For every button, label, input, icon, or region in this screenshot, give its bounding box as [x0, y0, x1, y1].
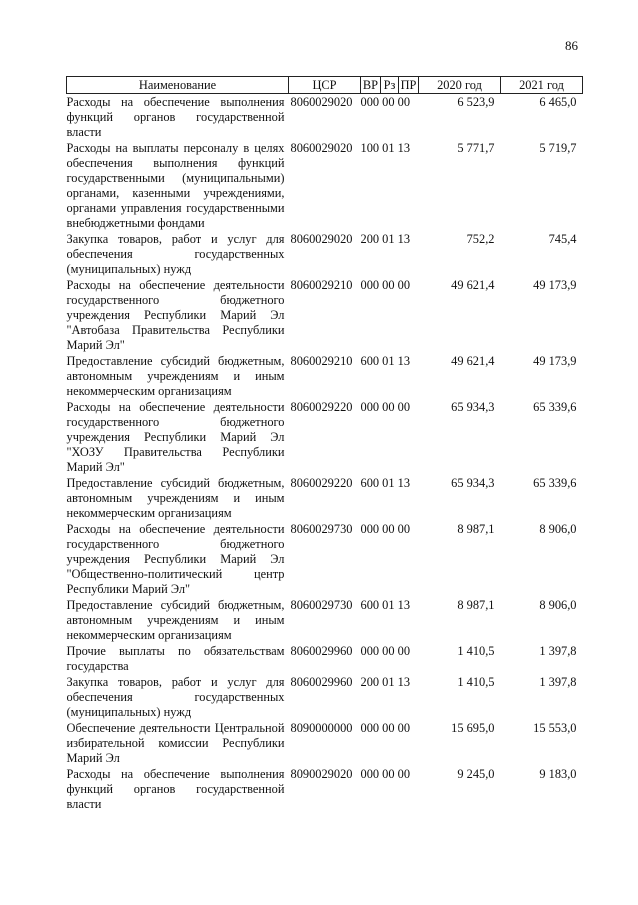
- table-row: [67, 399, 583, 475]
- header-vr: ВР: [361, 77, 381, 94]
- row-name: Предоставление субсидий бюджетным, автономным учреждениям и иным некоммерческим организациям: [66, 476, 285, 520]
- row-value-2021: 49 173,9: [533, 354, 577, 368]
- row-name: Расходы на выплаты персоналу в целях обеспечения выполнения функций государственными (муниципальными) органами, казенными учреждениями, органами управления государственными внебюджетными фондами: [66, 141, 285, 230]
- table-row: [67, 674, 583, 720]
- row-name: Обеспечение деятельности Центральной избирательной комиссии Республики Марий Эл: [66, 721, 285, 765]
- row-csr: 8060029210: [290, 278, 353, 292]
- table-row: [67, 140, 583, 231]
- row-value-2021: 8 906,0: [539, 598, 577, 612]
- row-csr: 8090000000: [290, 721, 353, 735]
- table-row: [67, 277, 583, 353]
- row-value-2020: 8 987,1: [457, 522, 495, 536]
- row-value-2020: 5 771,7: [457, 141, 495, 155]
- header-2020: 2020 год: [419, 77, 501, 94]
- header-name: Наименование: [67, 77, 289, 94]
- row-value-2021: 49 173,9: [533, 278, 577, 292]
- row-value-2021: 6 465,0: [539, 95, 577, 109]
- budget-table: [66, 76, 583, 812]
- row-codes: 600 01 13: [360, 354, 411, 368]
- table-body: [67, 94, 583, 813]
- row-value-2020: 9 245,0: [457, 767, 495, 781]
- row-codes: 200 01 13: [360, 232, 411, 246]
- row-value-2021: 5 719,7: [539, 141, 577, 155]
- header-csr: ЦСР: [289, 77, 361, 94]
- row-name: Прочие выплаты по обязательствам государства: [66, 644, 285, 673]
- row-codes: 100 01 13: [360, 141, 411, 155]
- table-header-row: [67, 77, 583, 94]
- row-csr: 8060029960: [290, 675, 353, 689]
- row-csr: 8060029220: [290, 476, 353, 490]
- row-codes: 000 00 00: [360, 721, 411, 735]
- row-codes: 000 00 00: [360, 522, 411, 536]
- row-value-2021: 15 553,0: [533, 721, 577, 735]
- header-rz: Рз: [381, 77, 399, 94]
- row-value-2021: 65 339,6: [533, 400, 577, 414]
- table-row: [67, 231, 583, 277]
- row-codes: 200 01 13: [360, 675, 411, 689]
- row-codes: 000 00 00: [360, 767, 411, 781]
- row-value-2021: 9 183,0: [539, 767, 577, 781]
- row-value-2021: 1 397,8: [539, 644, 577, 658]
- row-value-2021: 65 339,6: [533, 476, 577, 490]
- row-codes: 000 00 00: [360, 278, 411, 292]
- row-codes: 600 01 13: [360, 476, 411, 490]
- row-csr: 8060029020: [290, 141, 353, 155]
- row-csr: 8060029730: [290, 522, 353, 536]
- row-csr: 8060029020: [290, 232, 353, 246]
- table-row: [67, 643, 583, 674]
- row-codes: 000 00 00: [360, 644, 411, 658]
- row-value-2021: 1 397,8: [539, 675, 577, 689]
- table-row: [67, 475, 583, 521]
- header-pr: ПР: [399, 77, 419, 94]
- row-csr: 8060029730: [290, 598, 353, 612]
- row-name: Предоставление субсидий бюджетным, автономным учреждениям и иным некоммерческим организациям: [66, 354, 285, 398]
- table-row: [67, 521, 583, 597]
- row-name: Закупка товаров, работ и услуг для обеспечения государственных (муниципальных) нужд: [66, 232, 285, 276]
- row-csr: 8060029210: [290, 354, 353, 368]
- row-value-2020: 49 621,4: [451, 354, 495, 368]
- row-codes: 600 01 13: [360, 598, 411, 612]
- row-name: Расходы на обеспечение деятельности государственного бюджетного учреждения Республики Марий Эл "ХОЗУ Правительства Республики Марий Эл": [66, 400, 285, 474]
- row-value-2020: 49 621,4: [451, 278, 495, 292]
- page-number: 86: [565, 38, 578, 53]
- row-value-2020: 65 934,3: [451, 476, 495, 490]
- row-value-2020: 6 523,9: [457, 95, 495, 109]
- row-csr: 8060029960: [290, 644, 353, 658]
- row-value-2020: 8 987,1: [457, 598, 495, 612]
- table-row: [67, 597, 583, 643]
- row-name: Предоставление субсидий бюджетным, автономным учреждениям и иным некоммерческим организациям: [66, 598, 285, 642]
- row-value-2021: 745,4: [548, 232, 577, 246]
- row-csr: 8060029020: [290, 95, 353, 109]
- row-value-2020: 752,2: [466, 232, 495, 246]
- row-csr: 8090029020: [290, 767, 353, 781]
- row-codes: 000 00 00: [360, 95, 411, 109]
- row-name: Закупка товаров, работ и услуг для обеспечения государственных (муниципальных) нужд: [66, 675, 285, 719]
- row-name: Расходы на обеспечение выполнения функций органов государственной власти: [66, 95, 285, 139]
- header-2021: 2021 год: [501, 77, 583, 94]
- table-row: [67, 94, 583, 141]
- row-name: Расходы на обеспечение деятельности государственного бюджетного учреждения Республики Марий Эл "Общественно-политический центр Республики Марий Эл": [66, 522, 285, 596]
- table-row: [67, 720, 583, 766]
- row-codes: 000 00 00: [360, 400, 411, 414]
- row-value-2021: 8 906,0: [539, 522, 577, 536]
- row-value-2020: 15 695,0: [451, 721, 495, 735]
- row-name: Расходы на обеспечение выполнения функций органов государственной власти: [66, 767, 285, 811]
- row-name: Расходы на обеспечение деятельности государственного бюджетного учреждения Республики Марий Эл "Автобаза Правительства Республики Марий Эл": [66, 278, 285, 352]
- table-row: [67, 353, 583, 399]
- row-value-2020: 65 934,3: [451, 400, 495, 414]
- row-value-2020: 1 410,5: [457, 644, 495, 658]
- row-value-2020: 1 410,5: [457, 675, 495, 689]
- table-row: [67, 766, 583, 812]
- row-csr: 8060029220: [290, 400, 353, 414]
